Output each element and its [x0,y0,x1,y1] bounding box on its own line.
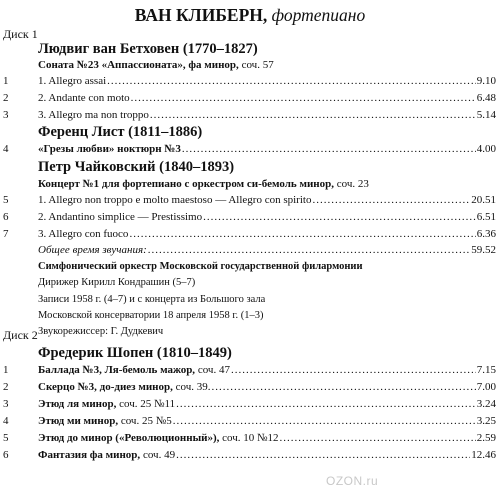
dot-leader [231,363,476,377]
total-time-row [0,243,496,257]
composer-name: Ференц Лист (1811–1886) [38,124,203,140]
track-number: 1 [3,75,9,87]
track-number: 3 [3,109,9,121]
track-time: 4.00 [476,143,496,155]
track-opus: соч. 47 [195,364,230,376]
track-row [0,108,496,122]
track-title [38,397,175,411]
track-opus: соч. 10 №12 [219,432,279,444]
track-number: 1 [3,364,9,376]
work-title-sonata-23 [38,58,274,72]
track-title: 1. Allegro non troppo e molto maestoso — Allegro con spirito [38,194,312,206]
track-time: 6.48 [476,92,496,104]
track-title [38,414,172,428]
dot-leader [212,380,476,394]
track-time: 20.51 [471,194,496,206]
track-time: 3.24 [476,398,496,410]
track-title: 3. Allegro con fuoco [38,228,129,240]
track-row [0,414,496,428]
composer-name: Петр Чайковский (1840–1893) [38,159,235,175]
track-title-text: Баллада №3, Ля-бемоль мажор, [38,364,196,376]
track-title-text: Этюд до минор («Революционный»), [38,432,220,444]
work-title-text: Соната №23 «Аппассионата», фа минор, [38,59,239,71]
track-row [0,74,496,88]
work-title-text: Концерт №1 для фортепиано с оркестром си-бемоль минор, [38,178,334,190]
track-opus: соч. 25 №5 [118,415,172,427]
track-row [0,380,496,394]
track-title [38,363,230,377]
track-title-text: Фантазия фа минор, [38,449,141,461]
track-opus: соч. 39. [172,381,211,393]
track-number: 6 [3,449,9,461]
total-time-label: Общее время звучания: [38,244,147,256]
track-title-text: Этюд ля минор, [38,398,117,410]
track-time: 2.59 [476,432,496,444]
ozon-watermark: OZON.ru [326,474,379,488]
track-number: 2 [3,381,9,393]
track-time: 3.25 [476,415,496,427]
track-row [0,363,496,377]
track-title: 1. Allegro assai [38,75,107,87]
track-row [0,193,496,207]
track-row [0,227,496,241]
track-time: 7.00 [476,381,496,393]
track-row [0,448,496,462]
composer-heading-chopin [38,344,232,362]
track-time: 7.15 [476,364,496,376]
track-title-text: Скерцо №3, до-диез минор, [38,381,173,393]
track-opus: соч. 25 №11 [116,398,176,410]
dot-leader [173,414,476,428]
track-title: «Грезы любви» ноктюрн №3 [38,143,181,155]
track-time: 12.46 [471,449,496,461]
track-title: 2. Andantino simplice — Prestissimo [38,211,203,223]
track-time: 9.10 [476,75,496,87]
dot-leader [176,448,470,462]
track-number: 5 [3,194,9,206]
track-number: 7 [3,228,9,240]
track-title [38,431,279,445]
dot-leader [107,74,476,88]
track-number: 6 [3,211,9,223]
work-title-concerto-1 [38,177,369,191]
track-time: 6.51 [476,211,496,223]
track-row [0,91,496,105]
track-row [0,210,496,224]
total-time-value: 59.52 [471,244,496,256]
track-number: 4 [3,415,9,427]
composer-heading-liszt [38,123,202,141]
dot-leader [176,397,476,411]
credit-recording-line-2: Московской консерватории 18 апреля 1958 г. (1–3) [38,310,264,321]
credit-engineer: Звукорежиссер: Г. Дудкевич [38,326,164,337]
credit-recording-line-1: Записи 1958 г. (4–7) и с концерта из Большого зала [38,294,266,305]
dot-leader [312,193,470,207]
performer-instrument: фортепиано [271,5,366,25]
composer-name: Людвиг ван Бетховен (1770–1827) [38,41,258,57]
track-time: 5.14 [476,109,496,121]
work-opus-text: соч. 23 [334,178,369,190]
credit-orchestra: Симфонический оркестр Московской государственной филармонии [38,261,363,272]
track-row [0,431,496,445]
track-opus: соч. 49 [140,449,176,461]
dot-leader [182,142,476,156]
track-row [0,397,496,411]
work-opus-text: соч. 57 [238,59,274,71]
track-title: 2. Andante con moto [38,92,130,104]
track-row [0,142,496,156]
track-title: 3. Allegro ma non troppo [38,109,149,121]
disk-2-label: Диск 2 [3,328,38,342]
track-time: 6.36 [476,228,496,240]
track-title-text: Этюд ми минор, [38,415,119,427]
dot-leader [131,91,476,105]
track-title [38,380,211,394]
dot-leader [129,227,475,241]
dot-leader [280,431,476,445]
dot-leader [148,243,470,257]
track-title [38,448,175,462]
track-number: 4 [3,143,9,155]
composer-heading-beethoven [38,40,258,58]
dot-leader [150,108,476,122]
composer-heading-tchaikovsky [38,158,234,176]
track-number: 5 [3,432,9,444]
track-number: 2 [3,92,9,104]
page-title [0,4,500,26]
performer-name: ВАН КЛИБЕРН, [134,5,268,25]
credit-conductor: Дирижер Кирилл Кондрашин (5–7) [38,277,196,288]
dot-leader [203,210,476,224]
track-number: 3 [3,398,9,410]
composer-name: Фредерик Шопен (1810–1849) [38,345,232,361]
disk-1-label: Диск 1 [3,27,38,41]
